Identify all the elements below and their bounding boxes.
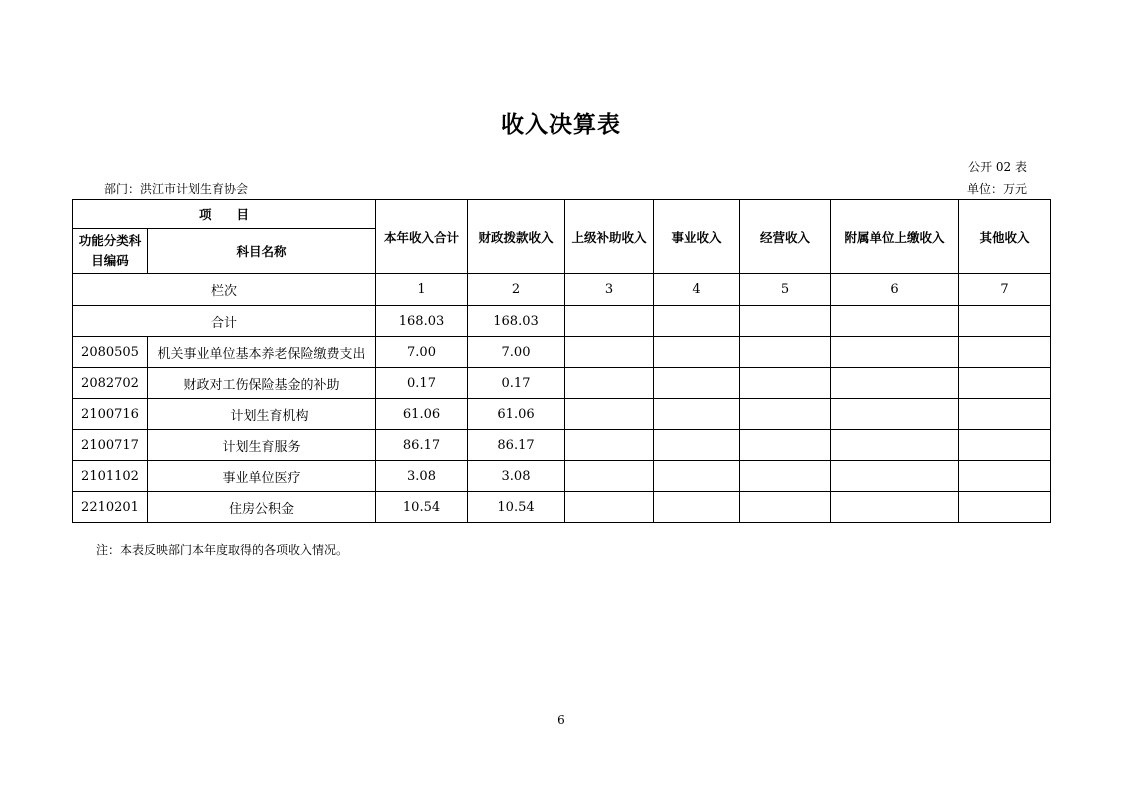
table-cell: [565, 492, 654, 523]
subject-name: 住房公积金: [148, 492, 376, 523]
table-cell: [959, 337, 1051, 368]
subject-name: 计划生育服务: [148, 430, 376, 461]
table-cell: 0.17: [468, 368, 565, 399]
table-cell: [740, 337, 831, 368]
table-cell: 7.00: [376, 337, 468, 368]
department-label: 部门：洪江市计划生育协会: [104, 182, 249, 196]
table-row: [73, 368, 1051, 399]
table-cell: [654, 306, 740, 337]
table-cell: 10.54: [468, 492, 565, 523]
table-cell: [565, 461, 654, 492]
subject-name: 计划生育机构: [148, 399, 376, 430]
table-cell: [654, 430, 740, 461]
table-cell: [565, 430, 654, 461]
name-header: 科目名称: [148, 229, 376, 274]
table-cell: 61.06: [376, 399, 468, 430]
header-row: [73, 200, 1051, 229]
column-number: 7: [959, 274, 1051, 306]
total-label: 合计: [73, 306, 376, 337]
subject-name: 机关事业单位基本养老保险缴费支出: [148, 337, 376, 368]
table-cell: [959, 492, 1051, 523]
col-header-superior-subsidy: 上级补助收入: [565, 200, 654, 274]
table-cell: [831, 492, 959, 523]
form-code: 公开 02 表: [968, 160, 1027, 174]
column-number-label: 栏次: [73, 274, 376, 306]
table-cell: [959, 430, 1051, 461]
table-cell: [654, 492, 740, 523]
page-title: 收入决算表: [501, 112, 621, 138]
subject-code: 2100716: [73, 399, 148, 430]
table-cell: 168.03: [376, 306, 468, 337]
column-number: 2: [468, 274, 565, 306]
table-cell: [740, 430, 831, 461]
table-cell: [959, 399, 1051, 430]
table-row: [73, 430, 1051, 461]
column-number-row: [73, 274, 1051, 306]
subject-code: 2210201: [73, 492, 148, 523]
column-number: 3: [565, 274, 654, 306]
table-cell: 61.06: [468, 399, 565, 430]
table-cell: 7.00: [468, 337, 565, 368]
col-header-total: 本年收入合计: [376, 200, 468, 274]
subject-name: 财政对工伤保险基金的补助: [148, 368, 376, 399]
table-cell: [959, 368, 1051, 399]
project-header: 项 目: [73, 200, 376, 229]
col-header-fiscal: 财政拨款收入: [468, 200, 565, 274]
col-header-affiliated: 附属单位上缴收入: [831, 200, 959, 274]
total-row: [73, 306, 1051, 337]
table-cell: [654, 399, 740, 430]
table-cell: [740, 399, 831, 430]
footnote: 注：本表反映部门本年度取得的各项收入情况。: [96, 543, 349, 557]
column-number: 6: [831, 274, 959, 306]
column-number: 1: [376, 274, 468, 306]
table-cell: [831, 430, 959, 461]
table-cell: [959, 306, 1051, 337]
subject-code: 2082702: [73, 368, 148, 399]
table-row: [73, 337, 1051, 368]
table-cell: 10.54: [376, 492, 468, 523]
column-number: 5: [740, 274, 831, 306]
subject-code: 2080505: [73, 337, 148, 368]
table-cell: [831, 337, 959, 368]
table-cell: 3.08: [376, 461, 468, 492]
table-cell: [831, 306, 959, 337]
unit-label: 单位：万元: [966, 182, 1027, 196]
table-cell: [740, 461, 831, 492]
table-cell: [831, 461, 959, 492]
table-cell: [831, 368, 959, 399]
code-header: 功能分类科目编码: [73, 229, 148, 274]
table-row: [73, 399, 1051, 430]
column-number: 4: [654, 274, 740, 306]
table-cell: [654, 461, 740, 492]
page-number: 6: [557, 713, 565, 727]
table-cell: [740, 306, 831, 337]
table-row: [73, 492, 1051, 523]
subject-name: 事业单位医疗: [148, 461, 376, 492]
table-cell: [565, 306, 654, 337]
table-row: [73, 461, 1051, 492]
table-cell: 3.08: [468, 461, 565, 492]
table-cell: 0.17: [376, 368, 468, 399]
table-cell: [565, 399, 654, 430]
table-cell: [740, 368, 831, 399]
table-cell: 86.17: [376, 430, 468, 461]
table-cell: [565, 337, 654, 368]
table-cell: [740, 492, 831, 523]
table-cell: 86.17: [468, 430, 565, 461]
col-header-other: 其他收入: [959, 200, 1051, 274]
table-cell: [654, 337, 740, 368]
table-cell: [654, 368, 740, 399]
subject-code: 2100717: [73, 430, 148, 461]
col-header-business: 事业收入: [654, 200, 740, 274]
subject-code: 2101102: [73, 461, 148, 492]
table-cell: [831, 399, 959, 430]
col-header-operating: 经营收入: [740, 200, 831, 274]
table-cell: [565, 368, 654, 399]
table-cell: 168.03: [468, 306, 565, 337]
income-table: [72, 199, 1051, 523]
table-cell: [959, 461, 1051, 492]
